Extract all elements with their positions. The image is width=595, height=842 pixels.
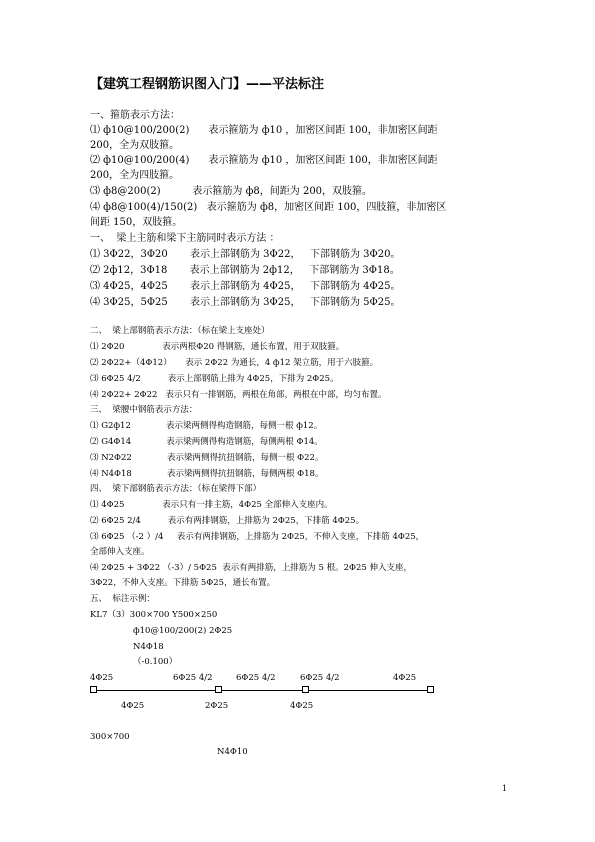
support-label-top-4: 6Φ25 4/2 xyxy=(300,673,340,683)
top-bars-item-2: ⑵ 2Φ22+（4Φ12） 表示 2Φ22 为通长，4 ф12 架立筋，用于六肢箍。 xyxy=(90,358,379,368)
support-node-4 xyxy=(427,686,434,693)
span-label-bottom-2: 2Φ25 xyxy=(205,701,229,711)
support-node-3 xyxy=(302,686,309,693)
example-beam-spec: KL7（3）300×700 Y500×250 xyxy=(90,610,218,620)
support-node-2 xyxy=(215,686,222,693)
side-bars-item-1: ⑴ G2ф12 表示梁两侧得构造钢筋，每侧一根 ф12。 xyxy=(90,421,323,431)
stirrup-item-1: ⑴ ф10@100/200(2) 表示箍筋为 ф10 ，加密区间距 100，非加密区间距 xyxy=(90,125,438,136)
stirrup-item-4-cont: 间距 150，双肢箍。 xyxy=(90,217,183,228)
bottom-bars-item-4: ⑷ 2Φ25 + 3Φ22 （-3）/ 5Φ25 表示有两排筋，上排筋为 5 根。2Φ25 伸入支座， xyxy=(90,563,412,573)
section-heading-stirrups: 一、箍筋表示方法： xyxy=(90,110,180,121)
bottom-bars-item-4-cont: 3Φ22，不伸入支座。下排筋 5Φ25，通长布置。 xyxy=(90,578,276,588)
stirrup-item-3: ⑶ ф8@200(2) 表示箍筋为 ф8，间距为 200，双肢箍。 xyxy=(90,186,373,197)
bottom-bars-item-1: ⑴ 4Φ25 表示只有一排主筋，4Φ25 全部伸入支座内。 xyxy=(90,500,333,510)
example-section-size: 300×700 xyxy=(90,732,130,742)
stirrup-item-4: ⑷ ф8@100(4)/150(2) 表示箍筋为 ф8，加密区间距 100，四肢箍，非加密区 xyxy=(90,202,447,213)
example-side-bars-spec-2: N4Φ10 xyxy=(217,747,248,757)
stirrup-item-2: ⑵ ф10@100/200(4) 表示箍筋为 ф10 ，加密区间距 100，非加密区间距 xyxy=(90,155,438,166)
section-heading-bottom-bars: 四、 梁下部钢筋表示方法：（标在梁得下部） xyxy=(90,484,262,494)
top-bars-item-4: ⑷ 2Φ22+ 2Φ22 表示只有一排钢筋，两根在角部，两根在中部，均匀布置。 xyxy=(90,390,387,400)
bottom-bars-item-3-cont: 全部伸入支座。 xyxy=(90,547,150,557)
section-heading-example: 五、 标注示例： xyxy=(90,594,155,604)
top-bars-item-1: ⑴ 2Φ20 表示两根Φ20 得钢筋，通长布置，用于双肢箍。 xyxy=(90,342,345,352)
page-number: 1 xyxy=(502,784,508,793)
section-heading-side-bars: 三、 梁腰中钢筋表示方法： xyxy=(90,405,198,415)
beam-line xyxy=(94,690,431,691)
section-heading-main-bars: 一、 梁上主筋和梁下主筋同时表示方法 ： xyxy=(90,233,280,244)
support-label-top-1: 4Φ25 xyxy=(90,673,114,683)
stirrup-item-1-cont: 200，全为双肢箍。 xyxy=(90,140,180,151)
example-elevation: （-0.100） xyxy=(133,657,178,667)
bottom-bars-item-2: ⑵ 6Φ25 2/4 表示有两排钢筋，上排筋为 2Φ25，下排筋 4Φ25。 xyxy=(90,516,365,526)
example-side-bars-spec: N4Φ18 xyxy=(133,642,164,652)
support-label-top-5: 4Φ25 xyxy=(393,673,417,683)
main-bars-item-3: ⑶ 4Φ25，4Φ25 表示上部钢筋为 4Φ25， 下部钢筋为 4Φ25。 xyxy=(90,281,401,292)
support-label-top-2: 6Φ25 4/2 xyxy=(173,673,213,683)
bottom-bars-item-3: ⑶ 6Φ25 （-2 ）/4 表示有两排钢筋，上排筋为 2Φ25，不伸入支座，下排筋 4Φ25， xyxy=(90,532,425,542)
side-bars-item-3: ⑶ N2Φ22 表示梁两侧得抗扭钢筋，每侧一根 Φ22。 xyxy=(90,453,324,463)
side-bars-item-2: ⑵ G4Φ14 表示梁两侧得构造钢筋，每侧两根 Φ14。 xyxy=(90,437,323,447)
span-label-bottom-1: 4Φ25 xyxy=(121,701,145,711)
support-node-1 xyxy=(90,686,97,693)
section-heading-top-bars: 二、 梁上部钢筋表示方法：（标在梁上支座处） xyxy=(90,326,270,336)
page-title: 【建筑工程钢筋识图入门】——平法标注 xyxy=(90,77,325,92)
main-bars-item-1: ⑴ 3Φ22，3Φ20 表示上部钢筋为 3Φ22， 下部钢筋为 3Φ20。 xyxy=(90,249,401,260)
side-bars-item-4: ⑷ N4Φ18 表示梁两侧得抗扭钢筋，每侧两根 Φ18。 xyxy=(90,469,324,479)
main-bars-item-2: ⑵ 2ф12，3Φ18 表示上部钢筋为 2ф12， 下部钢筋为 3Φ18。 xyxy=(90,265,400,276)
stirrup-item-2-cont: 200，全为四肢箍。 xyxy=(90,170,180,181)
support-label-top-3: 6Φ25 4/2 xyxy=(236,673,276,683)
main-bars-item-4: ⑷ 3Φ25，5Φ25 表示上部钢筋为 3Φ25， 下部钢筋为 5Φ25。 xyxy=(90,297,401,308)
top-bars-item-3: ⑶ 6Φ25 4/2 表示上部钢筋上排为 4Φ25，下排为 2Φ25。 xyxy=(90,374,339,384)
span-label-bottom-3: 4Φ25 xyxy=(290,701,314,711)
example-stirrup-spec: ф10@100/200(2) 2Φ25 xyxy=(133,626,233,636)
